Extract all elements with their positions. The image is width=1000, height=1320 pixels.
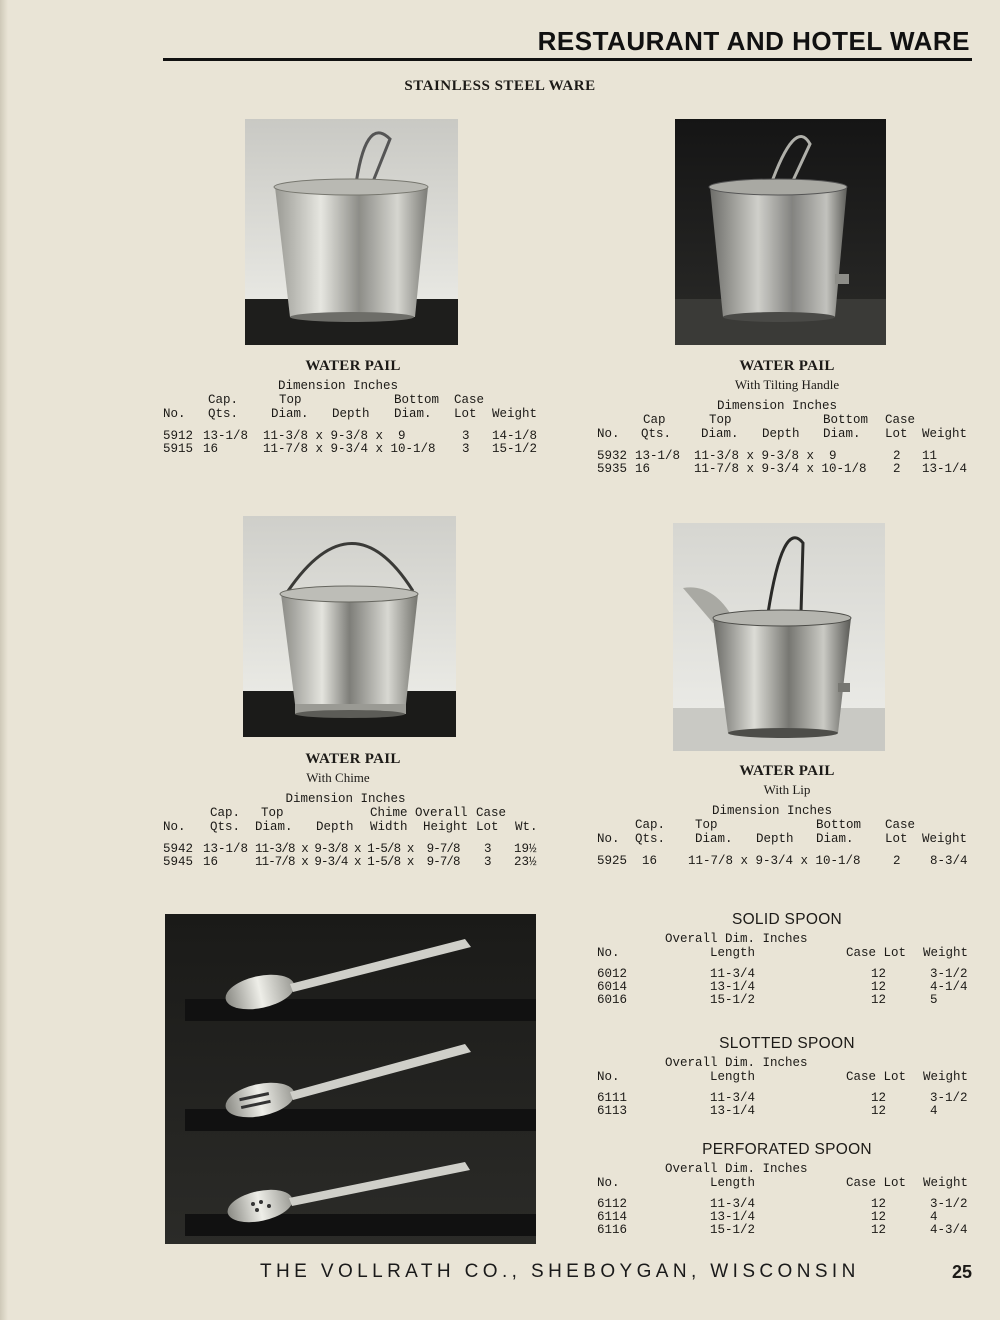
- product-title: WATER PAIL: [739, 358, 835, 374]
- cell-cap: 16: [642, 854, 658, 868]
- cell-no: 6116: [597, 1223, 628, 1237]
- col-header: Bottom: [823, 413, 869, 427]
- col-header: Diam.: [695, 832, 733, 846]
- product-title: SOLID SPOON: [731, 911, 843, 928]
- spec-header-row-1: [597, 1162, 977, 1176]
- cell-case: 2: [893, 854, 901, 868]
- spec-header-row-2: [597, 427, 977, 441]
- chime-pail-photo: [243, 516, 456, 737]
- col-header: Cap.: [208, 393, 239, 407]
- table-row: [163, 855, 543, 868]
- cell-dims: 11-3/8 x 9-3/8 x 9: [694, 449, 837, 463]
- cell-weight: 5: [930, 993, 938, 1007]
- cell-no: 5925: [597, 854, 628, 868]
- cell-no: 6113: [597, 1104, 628, 1118]
- cell-no: 6111: [597, 1091, 628, 1105]
- cell-cap: 13-1/8: [203, 842, 249, 856]
- col-header: Diam.: [394, 407, 432, 421]
- cell-case: 2: [893, 449, 901, 463]
- water-pail-spec-block: [163, 358, 543, 455]
- cell-length: 11-3/4: [710, 1091, 756, 1105]
- spec-header-row-1: [163, 393, 543, 407]
- cell-no: 6012: [597, 967, 628, 981]
- table-row: [597, 993, 977, 1006]
- col-header: Weight: [922, 832, 968, 846]
- section-subtitle: STAINLESS STEEL WARE: [404, 78, 596, 94]
- table-row: [163, 842, 543, 855]
- cell-case: 3: [462, 429, 470, 443]
- cell-no: 6016: [597, 993, 628, 1007]
- col-header: Cap.: [210, 806, 241, 820]
- col-header: Depth: [762, 427, 800, 441]
- col-header: Wt.: [515, 820, 538, 834]
- col-header: Qts.: [635, 832, 666, 846]
- cell-no: 5935: [597, 462, 628, 476]
- col-header: No.: [597, 427, 620, 441]
- cell-length: 13-1/4: [710, 980, 756, 994]
- col-header: Chime: [370, 806, 408, 820]
- col-header: Depth: [332, 407, 370, 421]
- table-row: [597, 967, 977, 980]
- cell-dims: 11-7/8 x 9-3/4 x 1-5/8 x 9-7/8: [255, 855, 460, 869]
- cell-no: 5942: [163, 842, 194, 856]
- cell-no: 5915: [163, 442, 194, 456]
- cell-weight: 4-1/4: [930, 980, 968, 994]
- cell-case: 3: [484, 855, 492, 869]
- col-header: Lot: [885, 427, 908, 441]
- cell-length: 13-1/4: [710, 1104, 756, 1118]
- col-header: Lot: [454, 407, 477, 421]
- cell-case: 12: [871, 1210, 887, 1224]
- table-row: [597, 980, 977, 993]
- col-header: Diam.: [816, 832, 854, 846]
- col-header: Lot: [885, 832, 908, 846]
- spec-header-row-1: [597, 818, 977, 832]
- col-header: No.: [163, 820, 186, 834]
- col-header: No.: [597, 1176, 620, 1190]
- col-header: Bottom: [394, 393, 440, 407]
- col-header: Top: [709, 413, 732, 427]
- spec-header-row-2: [597, 946, 977, 960]
- cell-weight: 3-1/2: [930, 967, 968, 981]
- col-header: Top: [261, 806, 284, 820]
- cell-no: 6014: [597, 980, 628, 994]
- product-title: WATER PAIL: [739, 763, 835, 779]
- product-subtitle: With Tilting Handle: [734, 377, 840, 392]
- col-header: Diam.: [255, 820, 293, 834]
- cell-weight: 3-1/2: [930, 1091, 968, 1105]
- col-header: Depth: [316, 820, 354, 834]
- cell-cap: 13-1/8: [635, 449, 681, 463]
- dimension-label: Overall Dim. Inches: [665, 1162, 808, 1176]
- cell-case: 12: [871, 967, 887, 981]
- col-header: Overall: [415, 806, 468, 820]
- page-number: 25: [951, 1262, 972, 1282]
- col-header: Case Lot: [846, 946, 907, 960]
- tilting-handle-pail-photo: [675, 119, 886, 345]
- table-row: [163, 442, 543, 455]
- cell-case: 12: [871, 1197, 887, 1211]
- product-title: SLOTTED SPOON: [719, 1035, 855, 1052]
- solid-spoon-spec-block: [597, 911, 977, 1006]
- table-row: [597, 1210, 977, 1223]
- spec-header-row-2: [597, 832, 977, 846]
- col-header: Case Lot: [846, 1176, 907, 1190]
- cell-no: 5945: [163, 855, 194, 869]
- cell-weight: 11: [922, 449, 938, 463]
- spec-header-row-2: [163, 820, 543, 834]
- dimension-label: Dimension Inches: [716, 399, 838, 413]
- col-header: Width: [370, 820, 408, 834]
- cell-no: 5912: [163, 429, 194, 443]
- cell-no: 5932: [597, 449, 628, 463]
- col-header: Lot: [476, 820, 499, 834]
- spec-header-row-1: [597, 932, 977, 946]
- product-subtitle: With Chime: [306, 770, 370, 785]
- cell-weight: 15-1/2: [492, 442, 538, 456]
- cell-case: 12: [871, 1091, 887, 1105]
- col-header: Top: [279, 393, 302, 407]
- spec-header-row-1: [163, 806, 543, 820]
- cell-dims: 11-3/8 x 9-3/8 x 9: [263, 429, 406, 443]
- cell-length: 13-1/4: [710, 1210, 756, 1224]
- cell-no: 6114: [597, 1210, 628, 1224]
- cell-weight: 8-3/4: [930, 854, 968, 868]
- cell-dims: 11-7/8 x 9-3/4 x 10-1/8: [688, 854, 861, 868]
- product-subtitle: With Lip: [763, 782, 811, 797]
- col-header: No.: [597, 832, 620, 846]
- col-header: Diam.: [823, 427, 861, 441]
- spec-header-row-2: [597, 1176, 977, 1190]
- footer-company: THE VOLLRATH CO., SHEBOYGAN, WISCONSIN: [260, 1261, 860, 1282]
- cell-dims: 11-7/8 x 9-3/4 x 10-1/8: [263, 442, 436, 456]
- col-header: Depth: [756, 832, 794, 846]
- page-title: RESTAURANT AND HOTEL WARE: [537, 26, 970, 56]
- col-header: Cap.: [635, 818, 666, 832]
- lip-pail-spec-block: [597, 763, 977, 867]
- cell-case: 12: [871, 993, 887, 1007]
- cell-length: 11-3/4: [710, 1197, 756, 1211]
- cell-case: 3: [462, 442, 470, 456]
- spec-header-row-2: [163, 407, 543, 421]
- cell-weight: 13-1/4: [922, 462, 968, 476]
- table-row: [597, 1104, 977, 1117]
- table-row: [163, 429, 543, 442]
- dimension-label: Dimension Inches: [285, 792, 406, 806]
- col-header: Weight: [922, 427, 968, 441]
- cell-weight: 14-1/8: [492, 429, 538, 443]
- dimension-label: Dimension Inches: [711, 804, 833, 818]
- cell-case: 12: [871, 1104, 887, 1118]
- table-row: [597, 1197, 977, 1210]
- col-header: Top: [695, 818, 718, 832]
- spoons-photo: [165, 914, 536, 1244]
- cell-dims: 11-7/8 x 9-3/4 x 10-1/8: [694, 462, 867, 476]
- slotted-spoon-spec-block: [597, 1035, 977, 1117]
- col-header: Qts.: [208, 407, 239, 421]
- product-title: WATER PAIL: [305, 358, 401, 374]
- col-header: Case Lot: [846, 1070, 907, 1084]
- col-header: Qts.: [641, 427, 672, 441]
- cell-weight: 4: [930, 1210, 938, 1224]
- product-title: WATER PAIL: [305, 751, 401, 767]
- dimension-label: Overall Dim. Inches: [665, 1056, 808, 1070]
- col-header: Length: [710, 1176, 756, 1190]
- cell-case: 12: [871, 980, 887, 994]
- spec-header-row-1: [597, 413, 977, 427]
- cell-weight: 3-1/2: [930, 1197, 968, 1211]
- cell-cap: 16: [635, 462, 651, 476]
- cell-weight: 23½: [514, 855, 537, 869]
- col-header: No.: [597, 1070, 620, 1084]
- cell-case: 12: [871, 1223, 887, 1237]
- lip-pail-photo: [673, 523, 885, 751]
- cell-cap: 16: [203, 442, 219, 456]
- col-header: Diam.: [271, 407, 309, 421]
- col-header: Length: [710, 946, 756, 960]
- col-header: Cap: [643, 413, 666, 427]
- spec-header-row-1: [597, 1056, 977, 1070]
- cell-length: 11-3/4: [710, 967, 756, 981]
- table-row: [597, 449, 977, 462]
- tilting-handle-pail-spec-block: [597, 358, 977, 475]
- col-header: Case: [885, 413, 916, 427]
- cell-weight: 4-3/4: [930, 1223, 968, 1237]
- page-binding-edge: [0, 0, 8, 1320]
- water-pail-photo: [245, 119, 458, 345]
- table-row: [597, 1091, 977, 1104]
- col-header: Height: [423, 820, 469, 834]
- dimension-label: Overall Dim. Inches: [665, 932, 808, 946]
- spec-header-row-2: [597, 1070, 977, 1084]
- cell-length: 15-1/2: [710, 1223, 756, 1237]
- col-header: No.: [597, 946, 620, 960]
- table-row: [597, 462, 977, 475]
- dimension-label: Dimension Inches: [277, 379, 399, 393]
- cell-weight: 19½: [514, 842, 537, 856]
- cell-no: 6112: [597, 1197, 628, 1211]
- col-header: Weight: [923, 946, 969, 960]
- col-header: Length: [710, 1070, 756, 1084]
- table-row: [597, 1223, 977, 1236]
- col-header: Weight: [923, 1176, 969, 1190]
- col-header: Bottom: [816, 818, 862, 832]
- cell-dims: 11-3/8 x 9-3/8 x 1-5/8 x 9-7/8: [255, 842, 460, 856]
- cell-length: 15-1/2: [710, 993, 756, 1007]
- cell-case: 2: [893, 462, 901, 476]
- cell-case: 3: [484, 842, 492, 856]
- col-header: Weight: [923, 1070, 969, 1084]
- col-header: Weight: [492, 407, 538, 421]
- cell-cap: 16: [203, 855, 219, 869]
- col-header: Qts.: [210, 820, 241, 834]
- col-header: No.: [163, 407, 186, 421]
- col-header: Case: [476, 806, 507, 820]
- cell-weight: 4: [930, 1104, 938, 1118]
- cell-cap: 13-1/8: [203, 429, 249, 443]
- col-header: Case: [885, 818, 916, 832]
- product-title: PERFORATED SPOON: [702, 1141, 872, 1158]
- header-rule: [163, 58, 972, 61]
- perforated-spoon-spec-block: [597, 1141, 977, 1236]
- chime-pail-spec-block: [163, 751, 543, 868]
- col-header: Case: [454, 393, 485, 407]
- table-row: [597, 854, 977, 867]
- col-header: Diam.: [701, 427, 739, 441]
